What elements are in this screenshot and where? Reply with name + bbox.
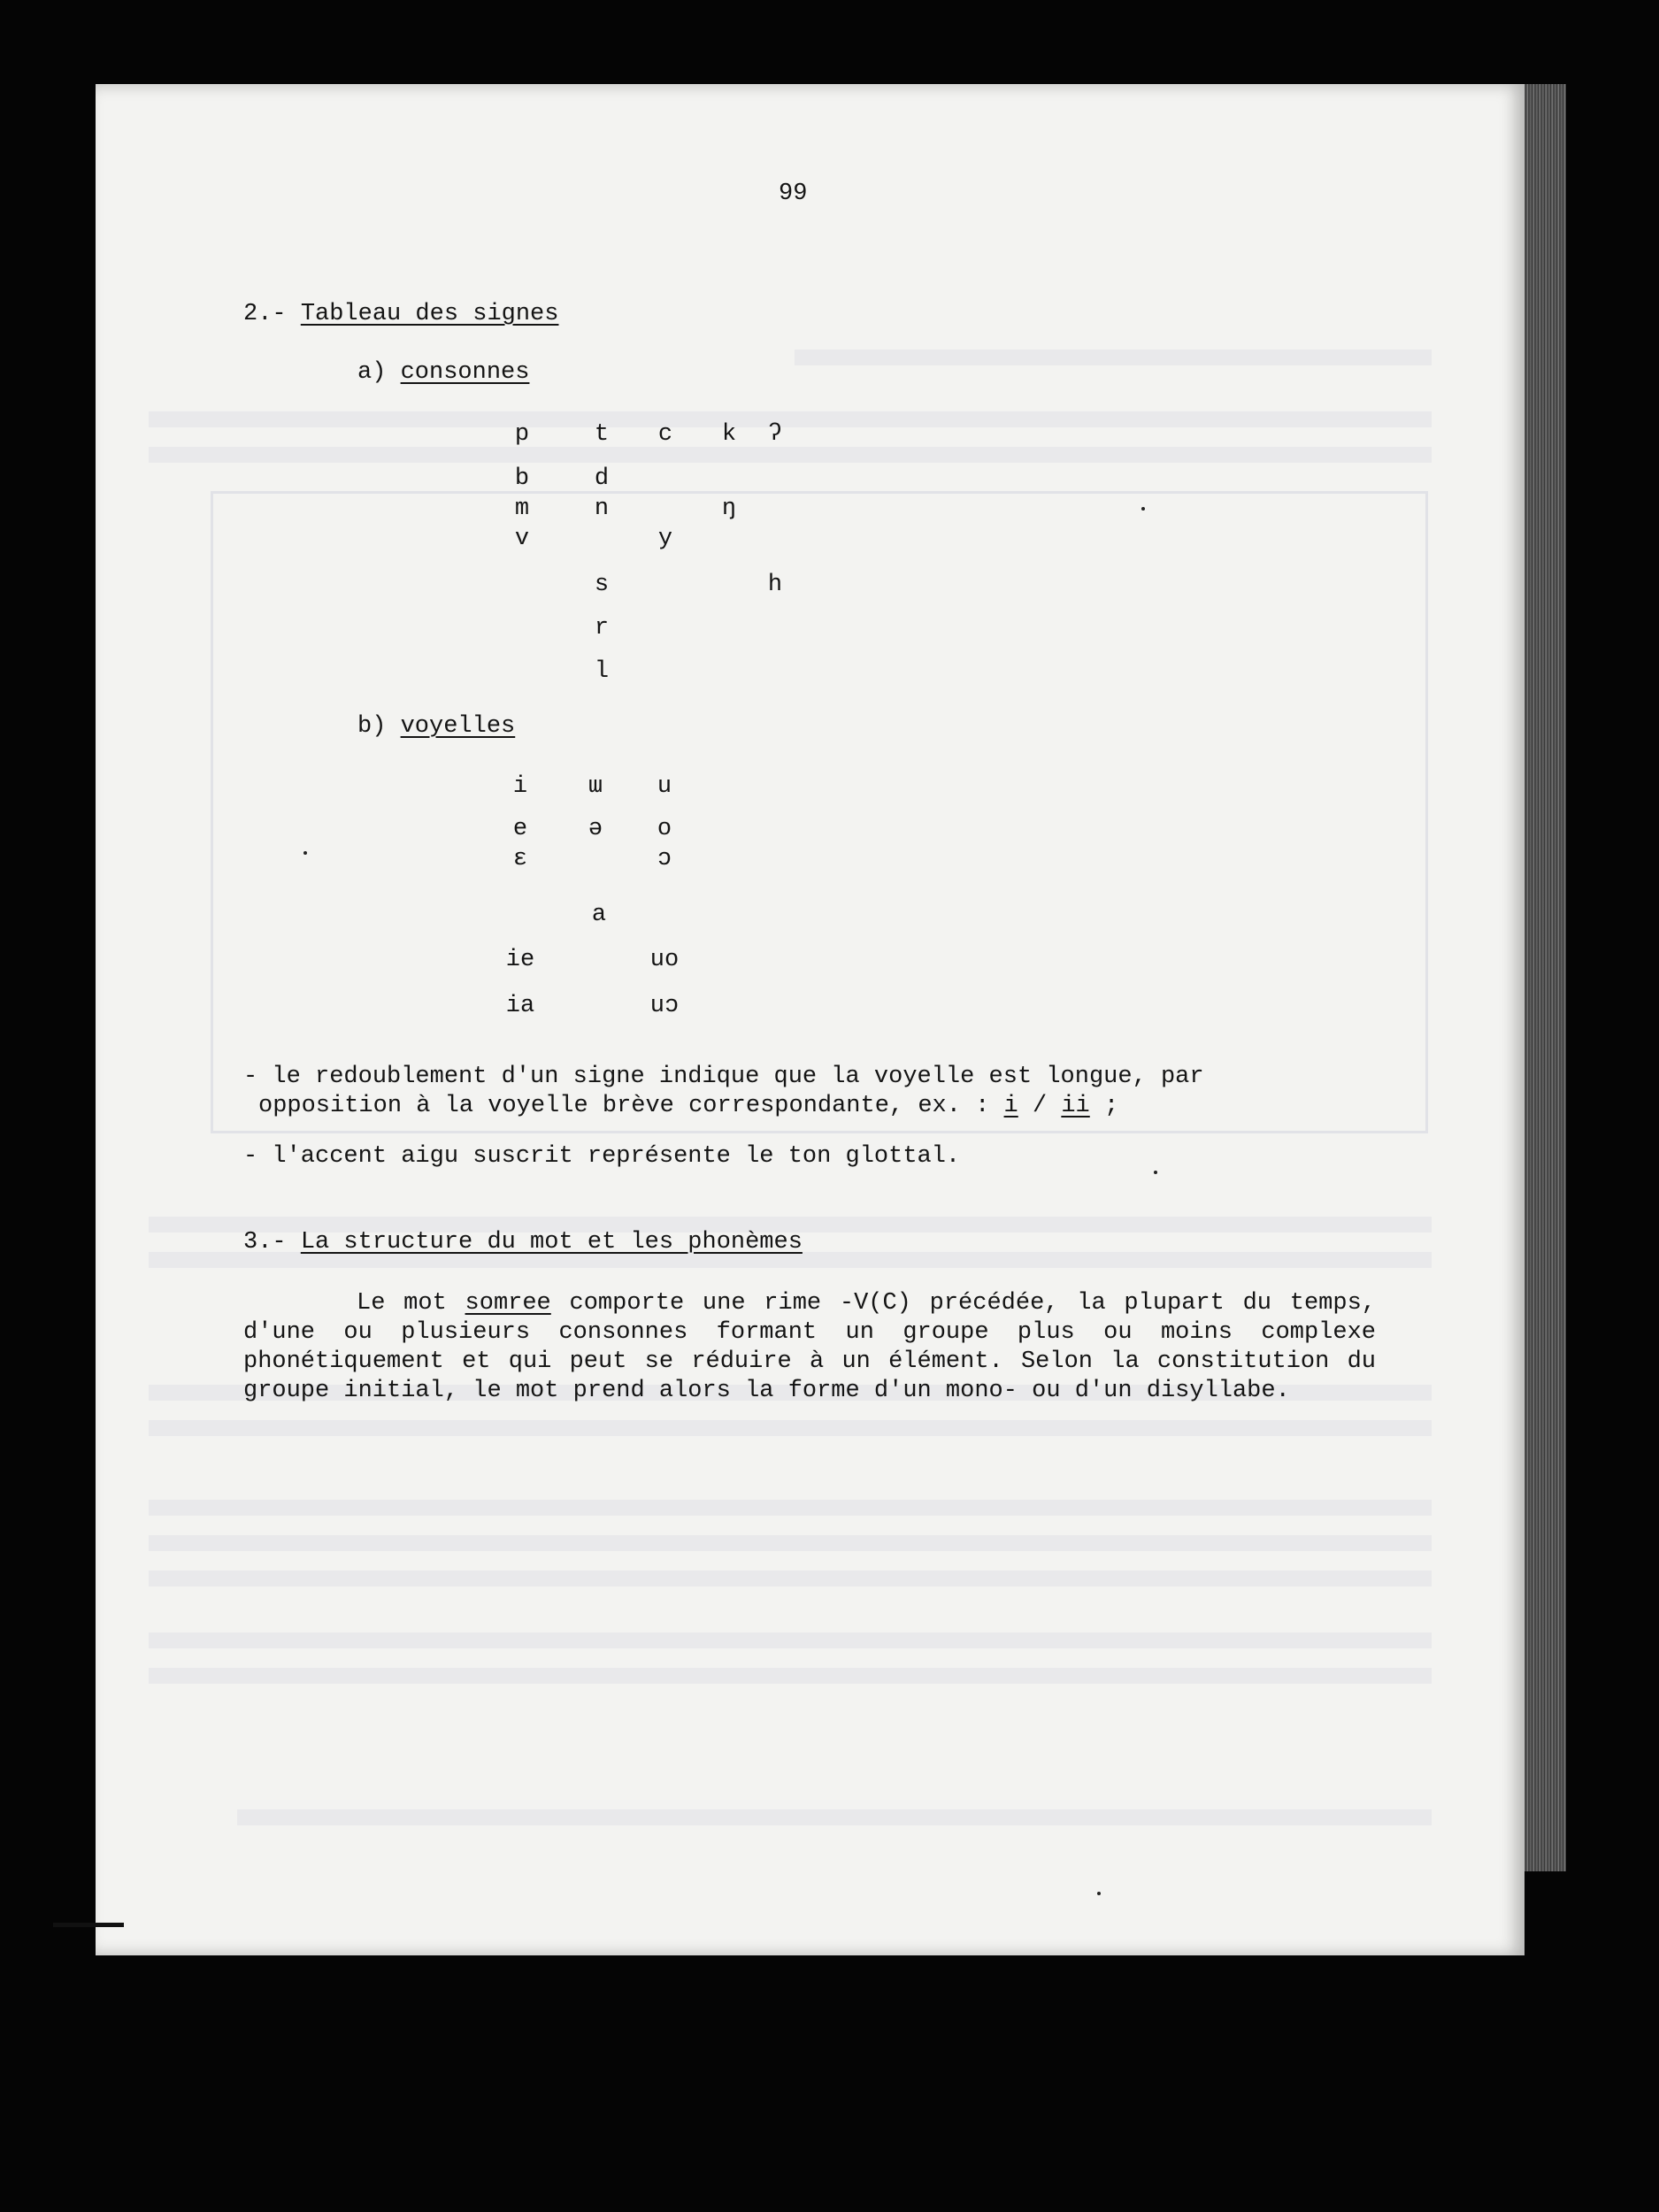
section-3-title: La structure du mot et les phonèmes [300, 1229, 803, 1256]
section-2-number: 2.- [243, 301, 287, 327]
section-3-paragraph [243, 1289, 1376, 1406]
consonant-v: v [514, 526, 530, 552]
consonant-glottal: ʔ [767, 421, 783, 448]
consonant-b: b [514, 465, 530, 492]
vowel-open-e: ɛ [512, 846, 528, 872]
example-short-i: i [1003, 1093, 1018, 1119]
diphthong-uo: uo [649, 947, 680, 973]
section-3-heading [243, 1228, 803, 1257]
example-separator: / [1018, 1093, 1062, 1119]
voyelles-heading [357, 712, 515, 741]
speck [1097, 1892, 1101, 1895]
vowel-i: i [512, 773, 528, 800]
diphthong-ia: ia [505, 993, 535, 1019]
section-2-heading [243, 300, 558, 329]
page-number: 99 [779, 180, 808, 207]
consonant-s: s [594, 572, 610, 598]
bleed-through [96, 84, 1525, 1955]
vowel-u: u [657, 773, 672, 800]
voyelles-prefix: b) [357, 713, 387, 740]
consonant-p: p [514, 421, 530, 448]
consonnes-prefix: a) [357, 359, 387, 386]
consonant-n: n [594, 495, 610, 522]
consonant-r: r [594, 615, 610, 641]
vowel-e: e [512, 816, 528, 842]
consonant-c: c [657, 421, 673, 448]
consonnes-heading [357, 358, 529, 388]
ghost-line [237, 1809, 1432, 1825]
ghost-line [795, 349, 1432, 365]
speck [1154, 1171, 1157, 1174]
paragraph-start: Le mot [357, 1290, 465, 1317]
note-length-line1: - le redoublement d'un signe indique que la voyelle est longue, par [243, 1064, 1204, 1090]
consonant-h: h [767, 572, 783, 598]
consonant-k: k [721, 421, 737, 448]
vowel-open-o: ɔ [657, 846, 672, 872]
ghost-line [149, 1632, 1432, 1648]
consonant-y: y [657, 526, 673, 552]
vowel-schwa: ə [588, 816, 603, 842]
note-length-text: opposition à la voyelle brève correspondante, ex. : [258, 1093, 1004, 1119]
book-page [96, 84, 1525, 1955]
ghost-line [149, 1668, 1432, 1684]
consonant-t: t [594, 421, 610, 448]
diphthong-uo-open: uɔ [649, 993, 680, 1019]
example-long-ii: ii [1061, 1093, 1090, 1119]
vowel-a: a [591, 902, 607, 928]
voyelles-title: voyelles [400, 713, 516, 740]
speck [1141, 507, 1145, 511]
consonnes-title: consonnes [400, 359, 530, 386]
paragraph-rest: comporte une rime -V(C) précédée, la plupart du temps, d'une ou plusieurs consonnes formant un groupe plus ou moins complexe phonétiquement et qui peut se réduire à un élément. Selon la constitution du groupe initial, le mot prend alors la forme d'un mono- ou d'un disyllabe. [243, 1290, 1376, 1404]
section-2-title: Tableau des signes [300, 301, 559, 327]
section-3-number: 3.- [243, 1229, 287, 1256]
ghost-line [149, 1571, 1432, 1586]
ghost-line [149, 447, 1432, 463]
ghost-line [149, 1420, 1432, 1436]
paragraph-term-somree: somree [465, 1290, 551, 1317]
consonant-ng: ŋ [721, 495, 737, 522]
ghost-table [211, 491, 1428, 1133]
note-accent: - l'accent aigu suscrit représente le ton glottal. [243, 1143, 961, 1170]
vowel-o: o [657, 816, 672, 842]
ghost-line [149, 1500, 1432, 1516]
ghost-line [149, 1535, 1432, 1551]
margin-mark [53, 1923, 124, 1927]
note-length-line2 [258, 1092, 1118, 1121]
diphthong-ie: ie [505, 947, 535, 973]
note-length-end: ; [1089, 1093, 1119, 1119]
consonant-d: d [594, 465, 610, 492]
speck [303, 851, 307, 855]
vowel-unrounded-u: ɯ [588, 773, 603, 800]
consonant-l: l [594, 658, 610, 685]
consonant-m: m [514, 495, 530, 522]
